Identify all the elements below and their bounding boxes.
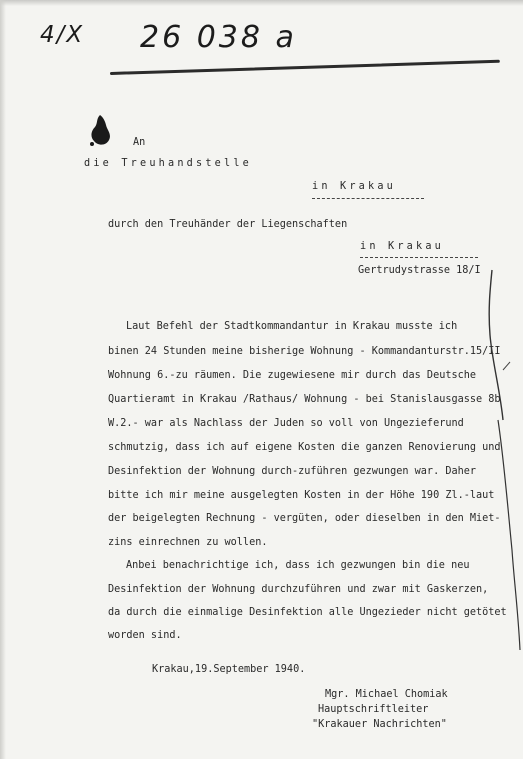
body-line-9: der beigelegten Rechnung - vergüten, oder dieselben in den Miet- — [108, 513, 501, 524]
body-line-10: zins einrechnen zu wollen. — [108, 537, 268, 548]
via-street: Gertrudystrasse 18/I — [358, 265, 481, 276]
handwritten-reference: 4/X — [40, 22, 85, 48]
body-line-3: Wohnung 6.-zu räumen. Die zugewiesene mir durch das Deutsche — [108, 370, 477, 381]
body-line-2: binen 24 Stunden meine bisherige Wohnung - Kommandanturstr.15/II — [108, 346, 501, 357]
date-line: Krakau,19.September 1940. — [152, 664, 306, 675]
body-line-1: Laut Befehl der Stadtkommandantur in Krakau musste ich — [126, 321, 458, 332]
signer-name: Mgr. Michael Chomiak — [325, 689, 448, 700]
scan-edge-top — [0, 0, 523, 6]
signer-title: Hauptschriftleiter — [318, 704, 429, 715]
body-line-5: W.2.- war als Nachlass der Juden so voll von Ungezieferund — [108, 418, 464, 429]
recipient-name: die Treuhandstelle — [84, 158, 253, 169]
signer-newspaper: "Krakauer Nachrichten" — [312, 719, 447, 730]
via-city: in Krakau — [360, 241, 445, 252]
body-line-4: Quartieramt in Krakau /Rathaus/ Wohnung - bei Stanislausgasse 8b — [108, 394, 501, 405]
recipient-city: in Krakau — [312, 181, 397, 192]
recipient-city-underline — [312, 198, 424, 199]
body-line-14: worden sind. — [108, 630, 182, 641]
body-line-13: da durch die einmalige Desinfektion alle Ungezieder nicht getötet — [108, 607, 507, 618]
handwritten-underline — [110, 60, 500, 75]
body-line-11: Anbei benachrichtige ich, dass ich gezwungen bin die neu — [126, 560, 470, 571]
margin-scribble-mark — [448, 250, 523, 759]
scan-edge-left — [0, 0, 6, 759]
via-line: durch den Treuhänder der Liegenschaften — [108, 219, 348, 230]
body-line-6: schmutzig, dass ich auf eigene Kosten die ganzen Renovierung und — [108, 442, 501, 453]
handwritten-file-number: 26 038 a — [140, 20, 297, 55]
body-line-12: Desinfektion der Wohnung durchzuführen und zwar mit Gaskerzen, — [108, 584, 489, 595]
salutation-an: An — [133, 137, 146, 148]
body-line-7: Desinfektion der Wohnung durch-zuführen gezwungen war. Daher — [108, 466, 477, 477]
ink-blot-mark — [86, 113, 114, 149]
body-line-8: bitte ich mir meine ausgelegten Kosten in der Höhe 190 Zl.-laut — [108, 490, 495, 501]
